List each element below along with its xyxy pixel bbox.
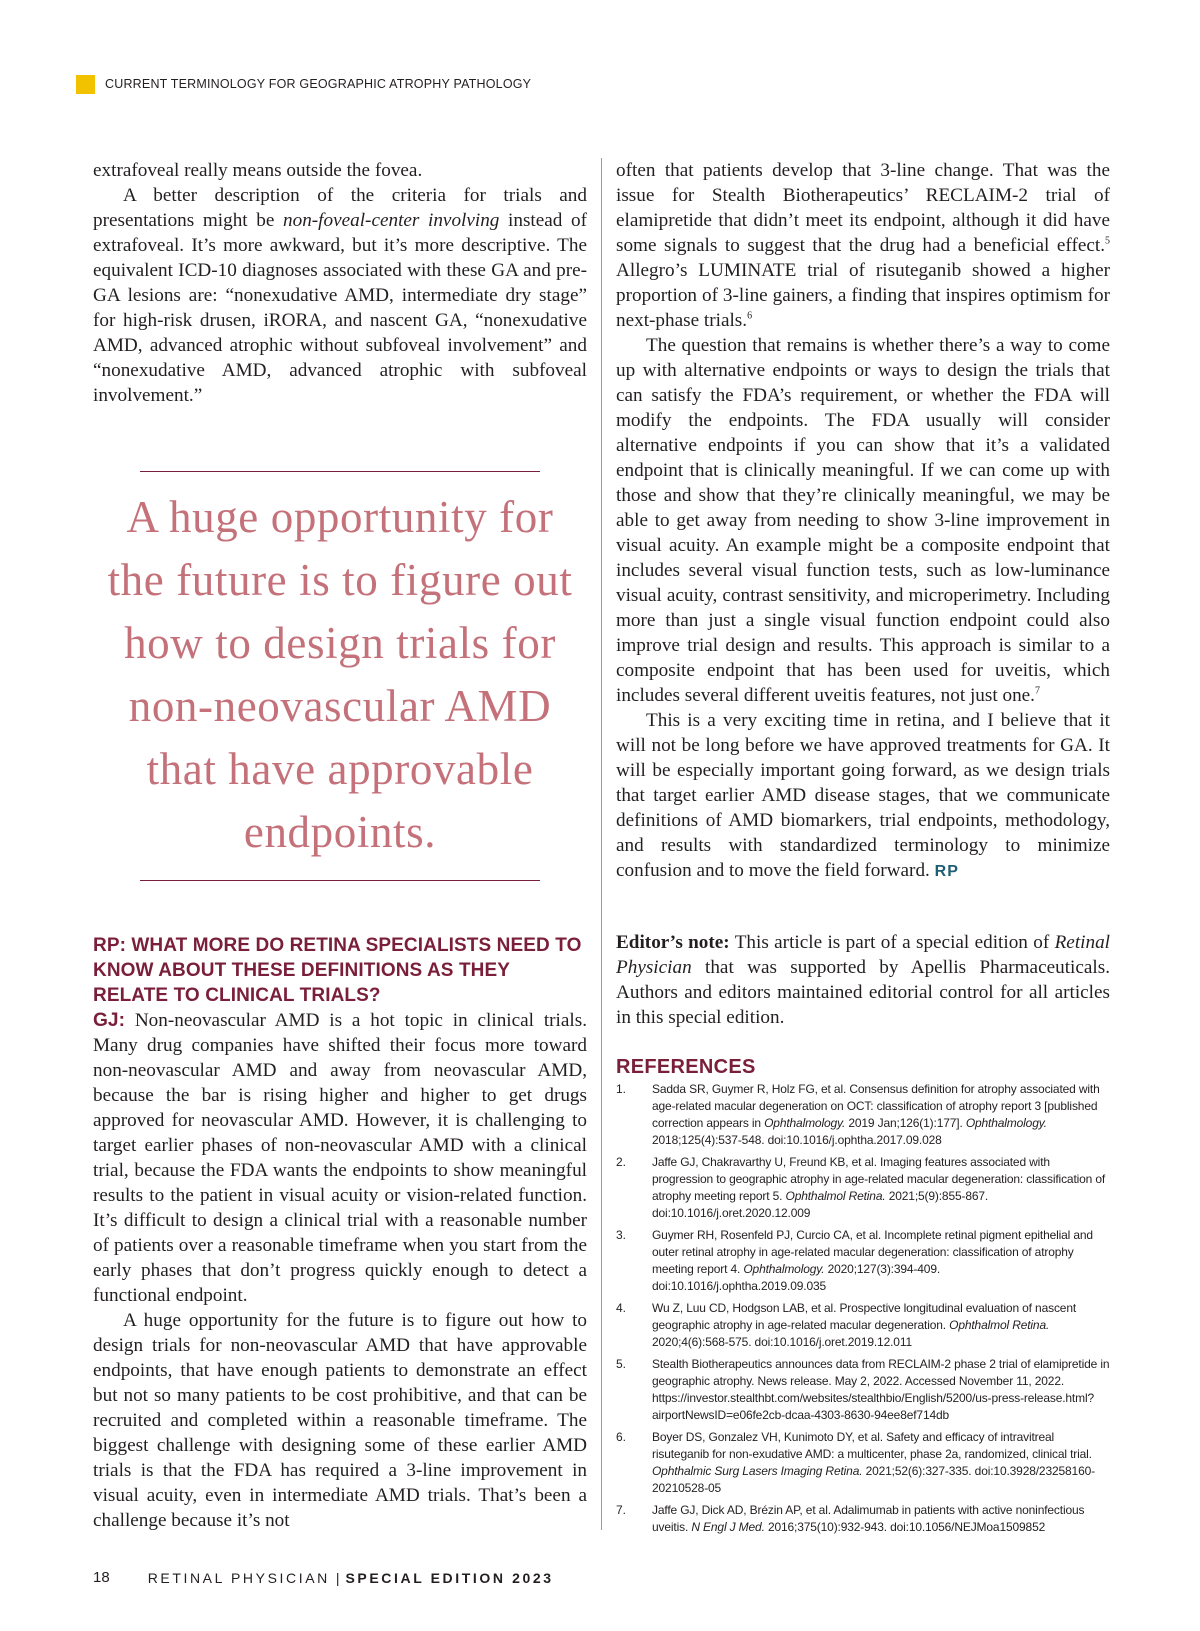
column-divider	[601, 158, 602, 1530]
reference-item: 3. Guymer RH, Rosenfeld PJ, Curcio CA, et al. Incomplete retinal pigment epithelial and outer retinal atrophy in age-related macular degeneration: classification of atrophy meeting report 4. Ophthalmology. 2020;127(3):394-409. doi:10.1016/j.ophtha.2019.09.035	[616, 1228, 1093, 1293]
pull-quote-top-rule	[140, 471, 540, 472]
paragraph: This is a very exciting time in retina, and I believe that it will not be long before we have approved treatments for GA. It will be especially important going forward, as we design trials that target earlier AMD disease stages, that we communicate definitions of AMD biomarkers, trial endpoints, methodology, and results with standardized terminology to minimize confusion and to move the field forward. RP	[616, 710, 1110, 881]
paragraph: extrafoveal really means outside the fovea.	[93, 160, 423, 181]
reference-item: 5. Stealth Biotherapeutics announces data from RECLAIM-2 phase 2 trial of elamipretide in geographic atrophy. News release. May 2, 2022. Accessed November 11, 2022. https://investor.stealthbt.com/websites/stealthbio/English/5200/us-press-release.html?airportNewsID=e06fe2cb-dcaa-4303-8630-94ee8ef714db	[616, 1357, 1110, 1422]
paragraph: GJ: Non-neovascular AMD is a hot topic in clinical trials. Many drug companies have shifted their focus more toward non-neovascular AMD and away from neovascular AMD, because the bar is rising higher and higher to get drugs approved for neovascular AMD. However, it is challenging to target earlier phases of non-neovascular AMD with a clinical trial, because the FDA wants the endpoints to show meaningful results to the patient in visual acuity or vision-related function. It’s difficult to design a clinical trial with a reasonable number of patients over a reasonable timeframe when you start from the early phases that don’t progress quickly enough to detect a functional endpoint.	[93, 1010, 587, 1306]
section-marker-square	[76, 75, 95, 94]
references-list	[616, 1081, 1110, 1541]
left-column-bottom	[93, 1008, 587, 1533]
pull-quote-text: A huge opportunity for the future is to figure out how to design trials for non-neovascular AMD that have approvable endpoints.	[107, 492, 573, 857]
running-header	[76, 74, 531, 94]
footer-separator: |	[335, 1569, 340, 1586]
rp-signoff: RP	[934, 863, 959, 880]
paragraph: Editor’s note: This article is part of a special edition of Retinal Physician that was supported by Apellis Pharmaceuticals. Authors and editors maintained editorial control for all articles in this special edition.	[616, 932, 1110, 1028]
reference-item: 7. Jaffe GJ, Dick AD, Brézin AP, et al. Adalimumab in patients with active noninfectious uveitis. N Engl J Med. 2016;375(10):932-943. doi:10.1056/NEJMoa1509852	[616, 1503, 1085, 1534]
right-column	[616, 158, 1110, 884]
magazine-name: RETINAL PHYSICIAN	[147, 1569, 330, 1586]
reference-item: 1. Sadda SR, Guymer R, Holz FG, et al. Consensus definition for atrophy associated with age-related macular degeneration on OCT: classification of atrophy report 3 [published correction appears in Ophthalmology. 2019 Jan;126(1):177]. Ophthalmology. 2018;125(4):537-548. doi:10.1016/j.ophtha.2017.09.028	[616, 1082, 1100, 1147]
section-title: CURRENT TERMINOLOGY FOR GEOGRAPHIC ATROPHY PATHOLOGY	[105, 77, 532, 91]
edition-label: SPECIAL EDITION 2023	[345, 1569, 554, 1586]
section-heading: RP: WHAT MORE DO RETINA SPECIALISTS NEED TO KNOW ABOUT THESE DEFINITIONS AS THEY RELATE TO CLINICAL TRIALS?	[93, 935, 582, 1006]
left-column-top	[93, 158, 587, 408]
paragraph: often that patients develop that 3-line change. That was the issue for Stealth Biotherapeutics’ RECLAIM-2 trial of elamipretide that didn’t meet its endpoint, although it did have some signals to suggest that the drug had a beneficial effect.$^5$ Allegro’s LUMINATE trial of risuteganib showed a higher proportion of 3-line gainers, a finding that inspires optimism for next-phase trials.$^6$	[616, 160, 1110, 331]
page-number: 18	[93, 1569, 110, 1586]
paragraph: The question that remains is whether there’s a way to come up with alternative endpoints or ways to design the trials that can satisfy the FDA’s requirement, or whether the FDA will modify the endpoints. The FDA usually will consider alternative endpoints if you can show that it’s a validated endpoint that is clinically meaningful. If we can come up with those and show that they’re clinically meaningful, we may be able to get away from needing to show 3-line improvement in visual acuity. An example might be a composite endpoint that includes several visual function tests, such as low-luminance visual acuity, contrast sensitivity, and microperimetry. Including more than just a single visual function endpoint could also improve trial design and results. This approach is similar to a composite endpoint that has been used for uveitis, which includes several different uveitis features, not just one.$^7$	[616, 335, 1110, 706]
pull-quote-bottom-rule	[140, 880, 540, 881]
editors-note	[616, 930, 1110, 1030]
speaker-label: GJ:	[93, 1010, 125, 1031]
reference-item: 4. Wu Z, Luu CD, Hodgson LAB, et al. Prospective longitudinal evaluation of nascent geographic atrophy in age-related macular degeneration. Ophthalmol Retina. 2020;4(6):568-575. doi:10.1016/j.oret.2019.12.011	[616, 1301, 1077, 1349]
editors-note-label: Editor’s note:	[616, 932, 730, 953]
reference-item: 2. Jaffe GJ, Chakravarthy U, Freund KB, et al. Imaging features associated with progression to geographic atrophy in age-related macular degeneration: classification of atrophy meeting report 5. Ophthalmol Retina. 2021;5(9):855-867. doi:10.1016/j.oret.2020.12.009	[616, 1155, 1106, 1220]
paragraph: A huge opportunity for the future is to figure out how to design trials for non-neovascular AMD that have approvable endpoints, that have enough patients to demonstrate an effect but not so many patients to be cost prohibitive, and that can be recruited and completed within a reasonable timeframe. The biggest challenge with designing some of these earlier AMD trials is that the FDA has required a 3-line improvement in visual acuity, even in intermediate AMD trials. That’s been a challenge because it’s not	[93, 1310, 587, 1531]
pull-quote	[93, 471, 587, 881]
page-footer	[93, 1569, 554, 1586]
reference-item: 6. Boyer DS, Gonzalez VH, Kunimoto DY, et al. Safety and efficacy of intravitreal risuteganib for non-exudative AMD: a multicenter, phase 2a, randomized, clinical trial. Ophthalmic Surg Lasers Imaging Retina. 2021;52(6):327-335. doi:10.3928/23258160-20210528-05	[616, 1430, 1095, 1495]
references-heading: REFERENCES	[616, 1056, 756, 1078]
paragraph: A better description of the criteria for trials and presentations might be non-foveal-center involving instead of extrafoveal. It’s more awkward, but it’s more descriptive. The equivalent ICD-10 diagnoses associated with these GA and pre-GA lesions are: “nonexudative AMD, intermediate dry stage” for high-risk drusen, iRORA, and nascent GA, “nonexudative AMD, advanced atrophic without subfoveal involvement” and “nonexudative AMD, advanced atrophic with subfoveal involvement.”	[93, 185, 587, 406]
